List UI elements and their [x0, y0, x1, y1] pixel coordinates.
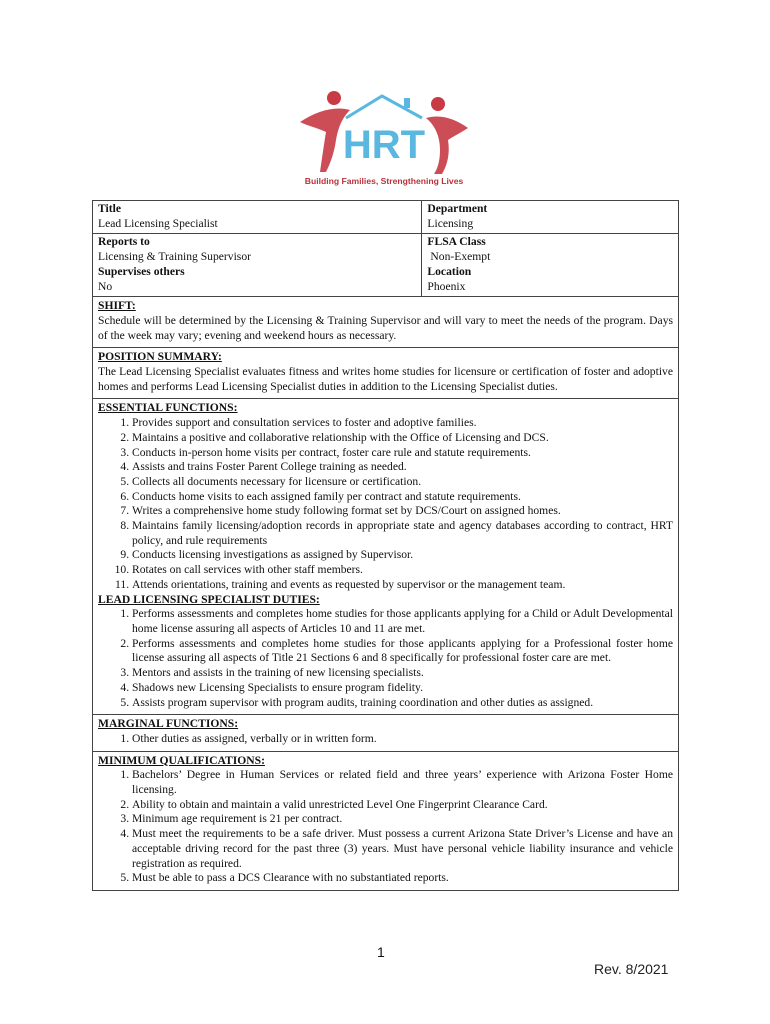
list-item: 5. Collects all documents necessary for licensure or certification. [132, 475, 673, 490]
list-item: 1. Other duties as assigned, verbally or in written form. [132, 732, 673, 747]
reports-value: Licensing & Training Supervisor [98, 250, 251, 264]
qualifications-cell [93, 751, 679, 890]
list-item: 10. Rotates on call services with other staff members. [132, 563, 673, 578]
lead-duties-list [98, 607, 673, 710]
marginal-cell [93, 715, 679, 751]
flsa-value: Non-Exempt [430, 250, 491, 264]
hrt-logo-graphic [290, 88, 480, 192]
revision-date: Rev. 8/2021 [594, 961, 669, 977]
list-item: 3. Mentors and assists in the training of new licensing specialists. [132, 666, 673, 681]
title-label: Title [98, 202, 121, 215]
supervises-label: Supervises others [98, 264, 185, 278]
marginal-row [93, 715, 679, 751]
list-item: 4. Must meet the requirements to be a safe driver. Must possess a current Arizona State Driver’s License and have an acceptable driving record for the past three (3) years. Must have personal vehicle liability insurance and vehicle registration as required. [132, 827, 673, 871]
logo-letters: HRT [342, 123, 426, 167]
list-item: 7. Writes a comprehensive home study following format set by DCS/Court on assigned homes. [132, 504, 673, 519]
list-item: 2. Maintains a positive and collaborative relationship with the Office of Licensing and DCS. [132, 431, 673, 446]
flsa-cell [422, 234, 679, 297]
department-cell [422, 201, 679, 234]
supervises-value: No [98, 279, 113, 293]
shift-heading: SHIFT: [98, 299, 136, 313]
list-item: 9. Conducts licensing investigations as assigned by Supervisor. [132, 548, 673, 563]
location-value: Phoenix [427, 279, 466, 293]
list-item: 3. Minimum age requirement is 21 per contract. [132, 812, 673, 827]
logo-tagline: Building Families, Strengthening Lives [304, 176, 464, 186]
qualifications-heading: MINIMUM QUALIFICATIONS: [98, 753, 265, 767]
title-row [93, 201, 679, 234]
summary-heading: POSITION SUMMARY: [98, 350, 222, 364]
essential-list [98, 416, 673, 592]
qualifications-list [98, 768, 673, 886]
list-item: 4. Assists and trains Foster Parent College training as needed. [132, 460, 673, 475]
list-item: 11. Attends orientations, training and events as requested by supervisor or the management team. [132, 578, 673, 593]
house-chimney [404, 98, 410, 108]
reports-label: Reports to [98, 235, 150, 249]
list-item: 1. Performs assessments and completes home studies for those applicants applying for a Child or Adult Developmental home license assuring all aspects of Articles 10 and 11 are met. [132, 607, 673, 636]
list-item: 1. Provides support and consultation services to foster and adoptive families. [132, 416, 673, 431]
list-item: 1. Bachelors’ Degree in Human Services or related field and three years’ experience with Arizona Foster Home licensing. [132, 768, 673, 797]
house-roof [346, 96, 422, 118]
left-figure-head [327, 91, 341, 105]
summary-row [93, 348, 679, 399]
job-description-table [92, 200, 679, 891]
right-figure-body [426, 116, 468, 174]
qualifications-row [93, 751, 679, 890]
list-item: 6. Conducts home visits to each assigned family per contract and statute requirements. [132, 490, 673, 505]
list-item: 5. Must be able to pass a DCS Clearance with no substantiated reports. [132, 871, 673, 886]
department-label: Department [427, 202, 488, 215]
list-item: 5. Assists program supervisor with program audits, training coordination and other duties as assigned. [132, 696, 673, 711]
marginal-list [98, 732, 673, 747]
hrt-logo [290, 88, 480, 192]
reports-cell [93, 234, 422, 297]
shift-text: Schedule will be determined by the Licensing & Training Supervisor and will vary to meet the needs of the program. Days of the week may vary; evening and weekend hours as necessary. [98, 313, 673, 342]
list-item: 2. Ability to obtain and maintain a valid unrestricted Level One Fingerprint Clearance Card. [132, 798, 673, 813]
location-label: Location [427, 264, 472, 278]
page-number: 1 [377, 944, 385, 960]
department-value: Licensing [427, 216, 474, 230]
list-item: 8. Maintains family licensing/adoption records in appropriate state and agency databases according to contract, HRT policy, and rule requirements [132, 519, 673, 548]
summary-text: The Lead Licensing Specialist evaluates fitness and writes home studies for licensure or certification of foster and adoptive homes and performs Lead Licensing Specialist duties in addition to the Licensing Specialist duties. [98, 365, 673, 393]
list-item: 2. Performs assessments and completes home studies for those applicants applying for a Professional foster home license assuring all aspects of Title 21 Sections 6 and 8 specifically for professional foster care are met. [132, 637, 673, 666]
list-item: 3. Conducts in-person home visits per contract, foster care rule and statute requirements. [132, 446, 673, 461]
flsa-label: FLSA Class [427, 235, 486, 249]
functions-row [93, 399, 679, 715]
marginal-heading: MARGINAL FUNCTIONS: [98, 717, 239, 731]
shift-row [93, 297, 679, 348]
summary-cell [93, 348, 679, 399]
lead-duties-heading: LEAD LICENSING SPECIALIST DUTIES: [98, 592, 320, 606]
functions-cell [93, 399, 679, 715]
reports-row [93, 234, 679, 297]
essential-heading: ESSENTIAL FUNCTIONS: [98, 401, 238, 415]
list-item: 4. Shadows new Licensing Specialists to ensure program fidelity. [132, 681, 673, 696]
shift-cell [93, 297, 679, 348]
title-value: Lead Licensing Specialist [98, 216, 218, 230]
title-cell [93, 201, 422, 234]
right-figure-head [431, 97, 445, 111]
